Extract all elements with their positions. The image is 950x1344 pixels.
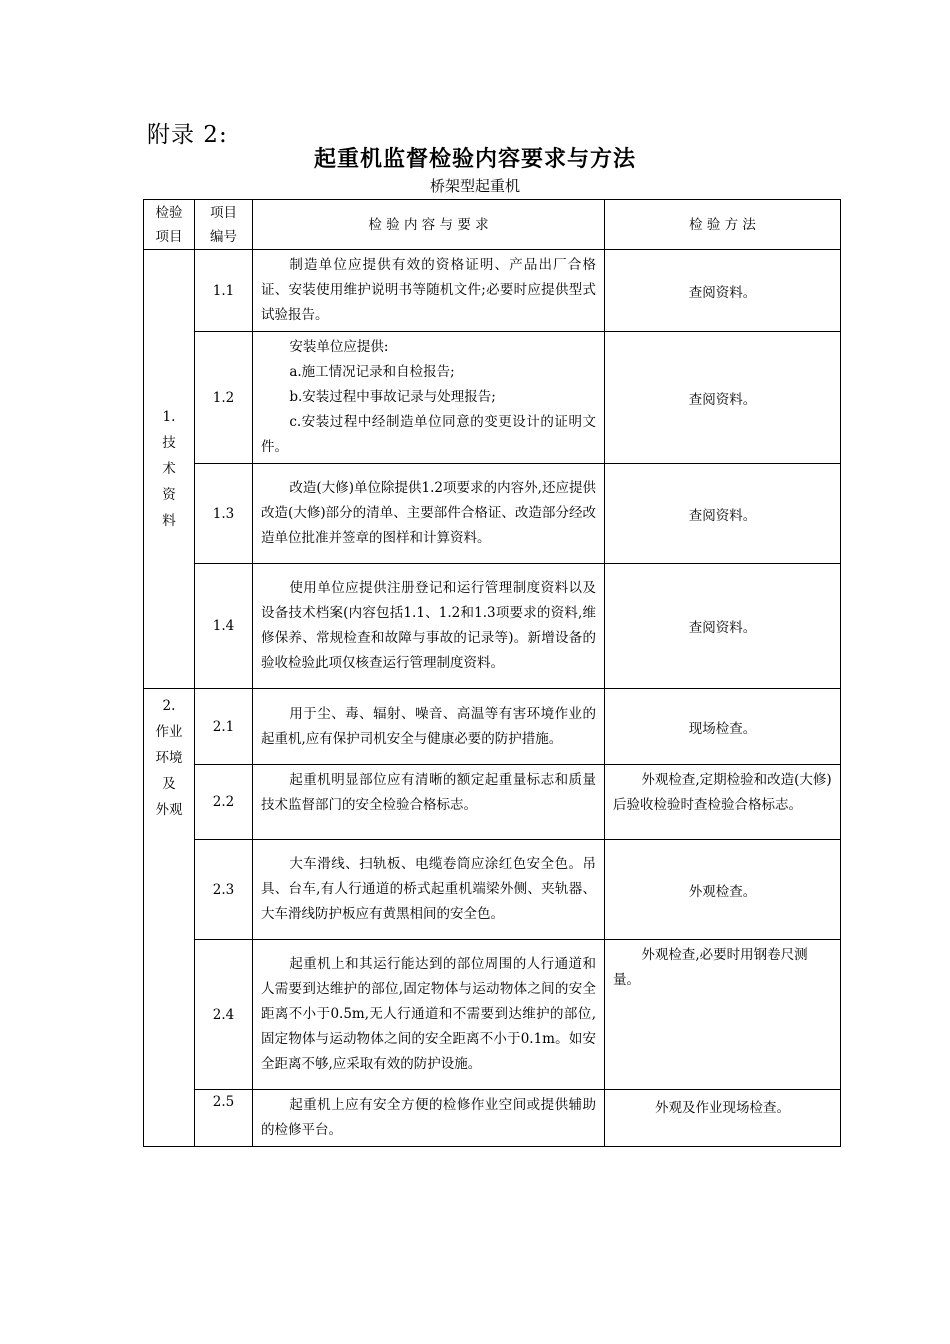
header-item-code: 项目 编号: [195, 200, 253, 250]
table-row: [144, 250, 841, 332]
item-method: 查阅资料。: [605, 250, 841, 332]
item-content: 安装单位应提供: a.施工情况记录和自检报告; b.安装过程中事故记录与处理报告; c.安装过程中经制造单位同意的变更设计的证明文件。: [253, 332, 605, 464]
item-method: 查阅资料。: [605, 332, 841, 464]
item-content: 使用单位应提供注册登记和运行管理制度资料以及设备技术档案(内容包括1.1、1.2和1.3项要求的资料,维修保养、常规检查和故障与事故的记录等)。新增设备的验收检验此项仅核查运行管理制度资料。: [253, 564, 605, 689]
table-header-row: [144, 200, 841, 250]
table-row: [144, 840, 841, 940]
item-code: 2.3: [195, 840, 253, 940]
item-content: 起重机上和其运行能达到的部位周围的人行通道和人需要到达维护的部位,固定物体与运动物体之间的安全距离不小于0.5m,无人行通道和不需要到达维护的部位,固定物体与运动物体之间的安全距离不小于0.1m。如安全距离不够,应采取有效的防护设施。: [253, 940, 605, 1090]
item-content: 大车滑线、扫轨板、电缆卷筒应涂红色安全色。吊具、台车,有人行通道的桥式起重机端梁外侧、夹轨器、大车滑线防护板应有黄黑相间的安全色。: [253, 840, 605, 940]
group-technical-documents: 1. 技 术 资 料: [144, 250, 195, 689]
table-row: [144, 765, 841, 840]
table-row: [144, 332, 841, 464]
item-code: 2.2: [195, 765, 253, 840]
item-method: 查阅资料。: [605, 564, 841, 689]
item-content: 起重机明显部位应有清晰的额定起重量标志和质量技术监督部门的安全检验合格标志。: [253, 765, 605, 840]
item-content: 用于尘、毒、辐射、噪音、高温等有害环境作业的起重机,应有保护司机安全与健康必要的防护措施。: [253, 689, 605, 765]
table-row: [144, 464, 841, 564]
header-content-requirements: 检 验 内 容 与 要 求: [253, 200, 605, 250]
item-content: 制造单位应提供有效的资格证明、产品出厂合格证、安装使用维护说明书等随机文件;必要时应提供型式试验报告。: [253, 250, 605, 332]
item-method: 外观及作业现场检查。: [605, 1090, 841, 1147]
document-title: 起重机监督检验内容要求与方法: [313, 147, 636, 172]
item-method: 外观检查,必要时用钢卷尺测量。: [605, 940, 841, 1090]
item-method: 外观检查,定期检验和改造(大修)后验收检验时查检验合格标志。: [605, 765, 841, 840]
header-inspection-method: 检 验 方 法: [605, 200, 841, 250]
table-row: [144, 940, 841, 1090]
item-code: 1.4: [195, 564, 253, 689]
appendix-label: 附录 2:: [147, 122, 228, 148]
item-method: 外观检查。: [605, 840, 841, 940]
item-code: 2.4: [195, 940, 253, 1090]
item-content: 改造(大修)单位除提供1.2项要求的内容外,还应提供改造(大修)部分的清单、主要部件合格证、改造部分经改造单位批准并签章的图样和计算资料。: [253, 464, 605, 564]
table-row: [144, 689, 841, 765]
table-row: [144, 564, 841, 689]
document-subtitle: 桥架型起重机: [429, 177, 520, 195]
item-code: 1.3: [195, 464, 253, 564]
group-work-environment: 2. 作业 环境 及 外观: [144, 689, 195, 1147]
item-method: 现场检查。: [605, 689, 841, 765]
item-method: 查阅资料。: [605, 464, 841, 564]
inspection-table: [143, 199, 841, 1147]
table-row: [144, 1090, 841, 1147]
item-code: 1.2: [195, 332, 253, 464]
item-code: 1.1: [195, 250, 253, 332]
item-code: 2.1: [195, 689, 253, 765]
item-content: 起重机上应有安全方便的检修作业空间或提供辅助的检修平台。: [253, 1090, 605, 1147]
item-code: 2.5: [195, 1090, 253, 1147]
header-inspection-item: 检验 项目: [144, 200, 195, 250]
